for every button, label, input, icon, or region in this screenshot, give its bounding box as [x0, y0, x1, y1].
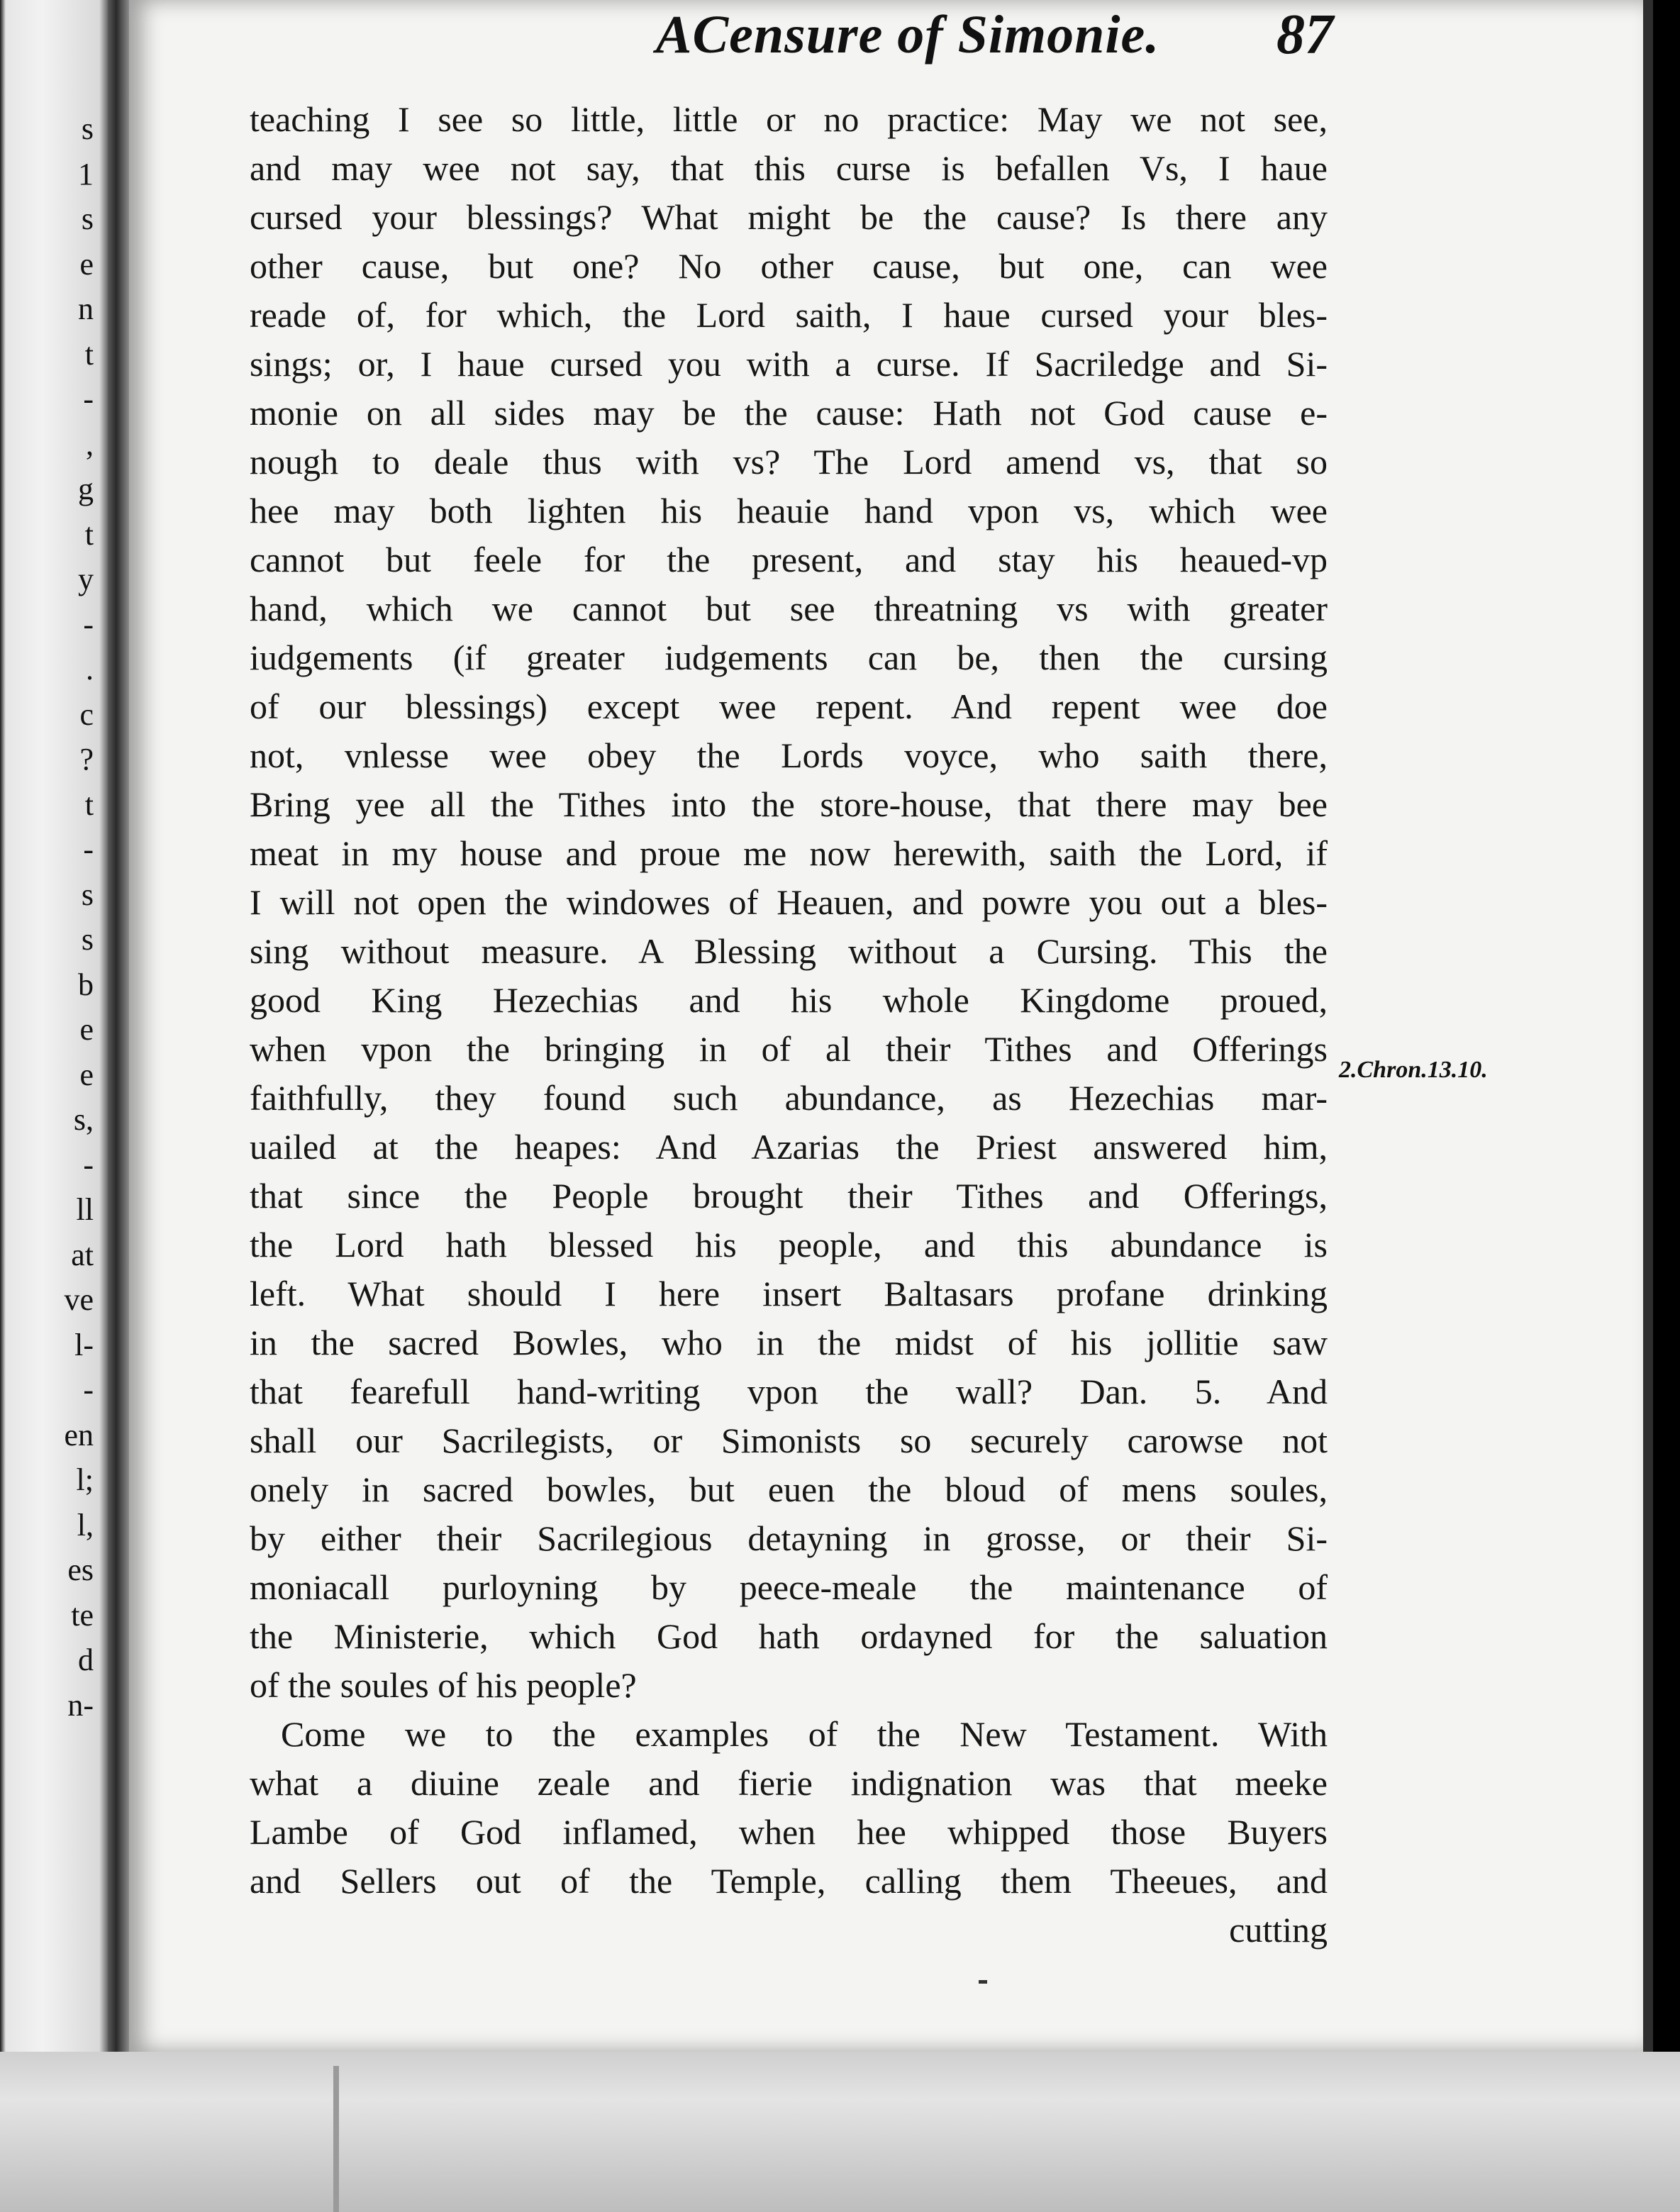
text-line: monie on all sides may be the cause: Hath not God cause e-: [250, 393, 1328, 433]
left-page-fragment: s: [81, 111, 94, 146]
text-line: nough to deale thus with vs? The Lord amend vs, that so: [250, 442, 1328, 482]
left-page-fragment: ll: [76, 1192, 94, 1227]
left-page-fragment: n-: [67, 1687, 94, 1723]
text-line: of the soules of his people?: [250, 1665, 637, 1705]
text-line: of our blessings) except wee repent. And repent wee doe: [250, 687, 1328, 726]
text-line: good King Hezechias and his whole Kingdome proued,: [250, 980, 1328, 1020]
book-gutter: [108, 0, 129, 2053]
left-page-fragment: -: [83, 382, 94, 416]
text-line: what a diuine zeale and fierie indignation was that meeke: [250, 1763, 1328, 1803]
text-line: that fearefull hand-writing vpon the wall? Dan. 5. And: [250, 1372, 1328, 1411]
text-line: onely in sacred bowles, but euen the bloud of mens soules,: [250, 1469, 1328, 1509]
left-page-fragment: ?: [79, 742, 94, 777]
text-line: sings; or, I haue cursed you with a curse. If Sacriledge and Si-: [250, 344, 1328, 384]
left-page-fragment: -: [83, 1147, 94, 1182]
text-line: shall our Sacrilegists, or Simonists so securely carowse not: [250, 1421, 1328, 1460]
text-line: meat in my house and proue me now herewith, saith the Lord, if: [250, 833, 1328, 873]
text-line: other cause, but one? No other cause, but one, can wee: [250, 246, 1328, 286]
running-head: ACensure of Simonie.: [655, 5, 1160, 65]
text-line: when vpon the bringing in of al their Tithes and Offerings: [250, 1029, 1328, 1069]
text-line: Lambe of God inflamed, when hee whipped those Buyers: [250, 1812, 1328, 1852]
left-page-fragment: g: [78, 472, 94, 506]
left-page-fragment: es: [67, 1552, 94, 1587]
margin-note: 2.Chron.13.10.: [1339, 1057, 1488, 1083]
text-line: I will not open the windowes of Heauen, and powre you out a bles-: [250, 882, 1328, 922]
text-line: uailed at the heapes: And Azarias the Priest answered him,: [250, 1127, 1328, 1167]
left-page-fragment: b: [78, 967, 94, 1002]
left-page-fragment: s: [81, 922, 94, 957]
text-line: the Ministerie, which God hath ordayned for the saluation: [250, 1616, 1328, 1656]
text-line: cutting: [1229, 1910, 1328, 1950]
text-line: and Sellers out of the Temple, calling them Theeues, and: [250, 1861, 1328, 1901]
text-line: moniacall purloyning by peece-meale the maintenance of: [250, 1567, 1328, 1607]
left-page-fragment: l;: [76, 1462, 94, 1497]
text-line: Come we to the examples of the New Testament. With: [281, 1714, 1328, 1754]
text-line: sing without measure. A Blessing without a Cursing. This the: [250, 931, 1328, 971]
left-page-fragment: d: [78, 1643, 94, 1677]
text-line: left. What should I here insert Baltasars profane drinking: [250, 1274, 1328, 1313]
left-page-fragment: ve: [64, 1282, 94, 1317]
left-page-fragment: -: [83, 1372, 94, 1407]
page-edge-shadow: [1643, 0, 1653, 2052]
text-line: faithfully, they found such abundance, as Hezechias mar-: [250, 1078, 1328, 1118]
left-page-fragment: t: [84, 787, 94, 822]
left-page-fragment: e: [79, 1012, 94, 1047]
text-line: reade of, for which, the Lord saith, I haue cursed your bles-: [250, 295, 1328, 335]
under-sheet: [0, 2052, 1680, 2212]
left-page-fragment: l,: [77, 1507, 94, 1543]
text-line: and may wee not say, that this curse is befallen Vs, I haue: [250, 148, 1328, 188]
text-line: not, vnlesse wee obey the Lords voyce, who saith there,: [250, 735, 1328, 775]
left-page-fragments: [6, 106, 98, 1728]
body-text: [250, 95, 1328, 1955]
left-page-fragment: e: [79, 246, 94, 282]
left-page-fragment: t: [84, 336, 94, 372]
left-page-fragment: s,: [73, 1102, 94, 1137]
margin-mark: [979, 1980, 987, 1984]
left-page-fragment: 1: [78, 156, 94, 191]
text-line: cannot but feele for the present, and stay his heaued-vp: [250, 540, 1328, 579]
left-page-fragment: y: [78, 562, 94, 596]
left-page-fragment: .: [86, 652, 94, 687]
text-line: that since the People brought their Tithes and Offerings,: [250, 1176, 1328, 1216]
left-page-fragment: c: [79, 696, 94, 732]
sheet-fold: [333, 2066, 339, 2212]
text-line: by either their Sacrilegious detayning in grosse, or their Si-: [250, 1518, 1328, 1558]
left-page-fragment: e: [79, 1057, 94, 1092]
text-line: hand, which we cannot but see threatning vs with greater: [250, 589, 1328, 628]
text-line: cursed your blessings? What might be the cause? Is there any: [250, 197, 1328, 237]
left-page-fragment: -: [83, 606, 94, 642]
text-line: teaching I see so little, little or no practice: May we not see,: [250, 99, 1328, 139]
left-page-fragment: n: [78, 291, 94, 326]
left-page-fragment: t: [84, 516, 94, 552]
left-page-fragment: te: [71, 1597, 94, 1633]
text-line: in the sacred Bowles, who in the midst of his jollitie saw: [250, 1323, 1328, 1362]
left-page-fragment: s: [81, 201, 94, 236]
text-line: hee may both lighten his heauie hand vpon vs, which wee: [250, 491, 1328, 530]
left-page-edge: [0, 0, 108, 2053]
left-page-fragment: l-: [74, 1327, 94, 1362]
text-line: Bring yee all the Tithes into the store-house, that there may bee: [250, 784, 1328, 824]
text-line: iudgements (if greater iudgements can be, then the cursing: [250, 638, 1328, 677]
left-page-fragment: s: [81, 877, 94, 912]
left-page-fragment: -: [83, 832, 94, 867]
left-page-fragment: at: [71, 1237, 94, 1272]
left-page-fragment: ,: [86, 426, 94, 462]
left-page-fragment: en: [64, 1417, 94, 1452]
text-line: the Lord hath blessed his people, and this abundance is: [250, 1225, 1328, 1265]
page-number: 87: [1276, 4, 1333, 66]
